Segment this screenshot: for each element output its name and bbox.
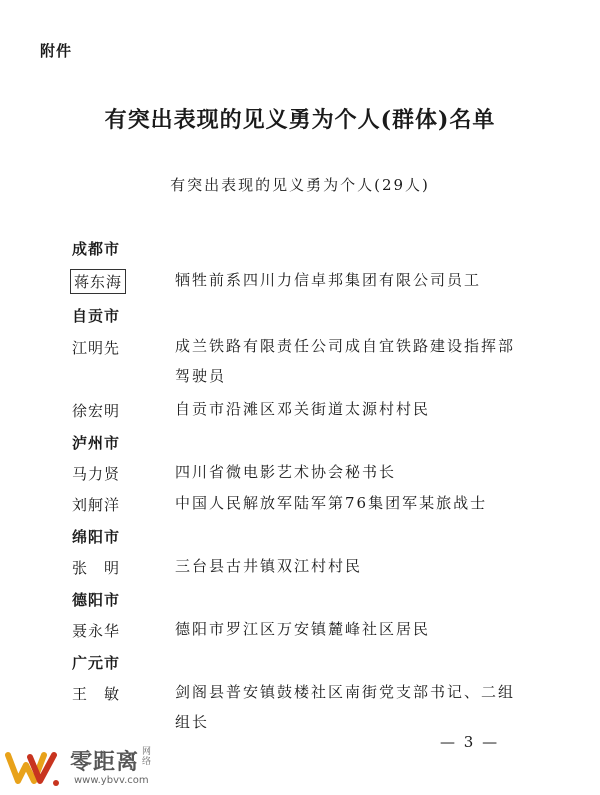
person-name: 聂永华 (72, 622, 121, 640)
person-description: 剑阁县普安镇鼓楼社区南街党支部书记、二组组长 (175, 683, 516, 731)
person-name: 马力贤 (72, 465, 121, 483)
city-heading: 自贡市 (72, 307, 121, 325)
person-description: 四川省微电影艺术协会秘书长 (175, 463, 397, 481)
person-name: 刘舸洋 (72, 496, 121, 514)
city-heading: 绵阳市 (72, 528, 121, 546)
document-title: 有突出表现的见义勇为个人(群体)名单 (104, 107, 496, 133)
person-name: 江明先 (72, 339, 121, 357)
logo-mark-icon (4, 747, 64, 791)
city-heading: 德阳市 (72, 591, 121, 609)
city-heading: 广元市 (72, 654, 121, 672)
brand-name: 零距离 (70, 750, 140, 775)
person-description: 牺牲前系四川力信卓邦集团有限公司员工 (175, 271, 482, 289)
person-name: 张 明 (72, 559, 121, 577)
page-number: — 3 — (440, 733, 500, 751)
brand-url: www.ybvv.com (74, 775, 149, 786)
city-heading: 成都市 (72, 240, 121, 258)
attachment-label: 附件 (40, 42, 73, 60)
city-heading: 泸州市 (72, 434, 121, 452)
person-name: 王 敏 (72, 685, 121, 703)
document-subtitle: 有突出表现的见义勇为个人(29人) (170, 176, 430, 194)
brand-suffix: 网络 (142, 747, 152, 767)
person-name: 徐宏明 (72, 402, 121, 420)
person-description: 中国人民解放军陆军第76集团军某旅战士 (175, 494, 488, 512)
person-description: 德阳市罗江区万安镇麓峰社区居民 (175, 620, 431, 638)
person-description: 三台县古井镇双江村村民 (175, 557, 363, 575)
person-description: 成兰铁路有限责任公司成自宜铁路建设指挥部驾驶员 (175, 337, 516, 385)
person-name: 蒋东海 (70, 269, 126, 294)
watermark-logo (4, 745, 174, 793)
person-description: 自贡市沿滩区邓关街道太源村村民 (175, 400, 431, 418)
